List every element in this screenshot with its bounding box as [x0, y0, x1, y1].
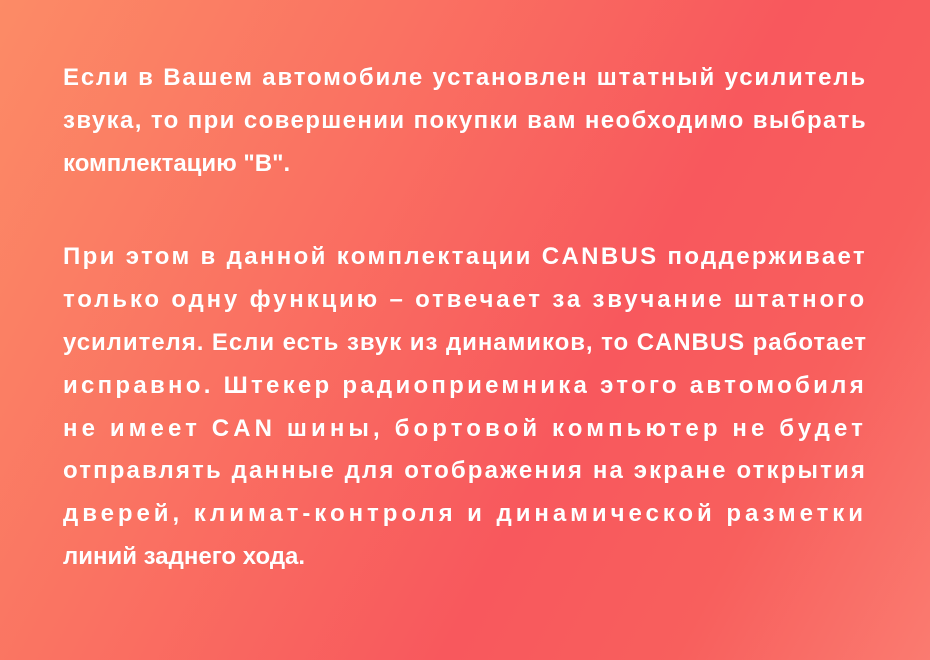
- text-line: [63, 408, 867, 451]
- text-line-content: Если в Вашем автомобиле установлен штатный усилитель: [63, 64, 867, 91]
- text-line-content: только одну функцию – отвечает за звучание штатного: [63, 286, 867, 314]
- text-line: [63, 236, 867, 279]
- text-line: [63, 450, 867, 493]
- text-line-content: исправно. Штекер радиоприемника этого автомобиля: [63, 371, 867, 399]
- text-block: [63, 57, 867, 579]
- paragraph-2: [63, 236, 867, 578]
- text-line-content: комплектацию "В".: [63, 149, 291, 177]
- text-line: [63, 536, 867, 579]
- text-line-content: отправлять данные для отображения на экране открытия: [63, 457, 867, 485]
- text-line: [63, 100, 867, 143]
- text-line-content: линий заднего хода.: [63, 542, 306, 570]
- text-line-content: При этом в данной комплектации CANBUS поддерживает: [63, 243, 867, 271]
- text-line: [63, 322, 867, 365]
- text-line: [63, 493, 867, 536]
- text-line-content: не имеет CAN шины, бортовой компьютер не будет: [63, 414, 868, 442]
- paragraph-1: [63, 57, 867, 185]
- text-line: [63, 365, 867, 408]
- text-line-content: звука, то при совершении покупки вам необходимо выбрать: [63, 106, 867, 134]
- text-line: [63, 279, 867, 322]
- text-line: [63, 57, 867, 100]
- text-line-content: дверей, климат-контроля и динамической разметки: [63, 500, 867, 528]
- text-line: [63, 143, 867, 186]
- text-line-content: усилителя. Если есть звук из динамиков, то CANBUS работает: [63, 328, 868, 356]
